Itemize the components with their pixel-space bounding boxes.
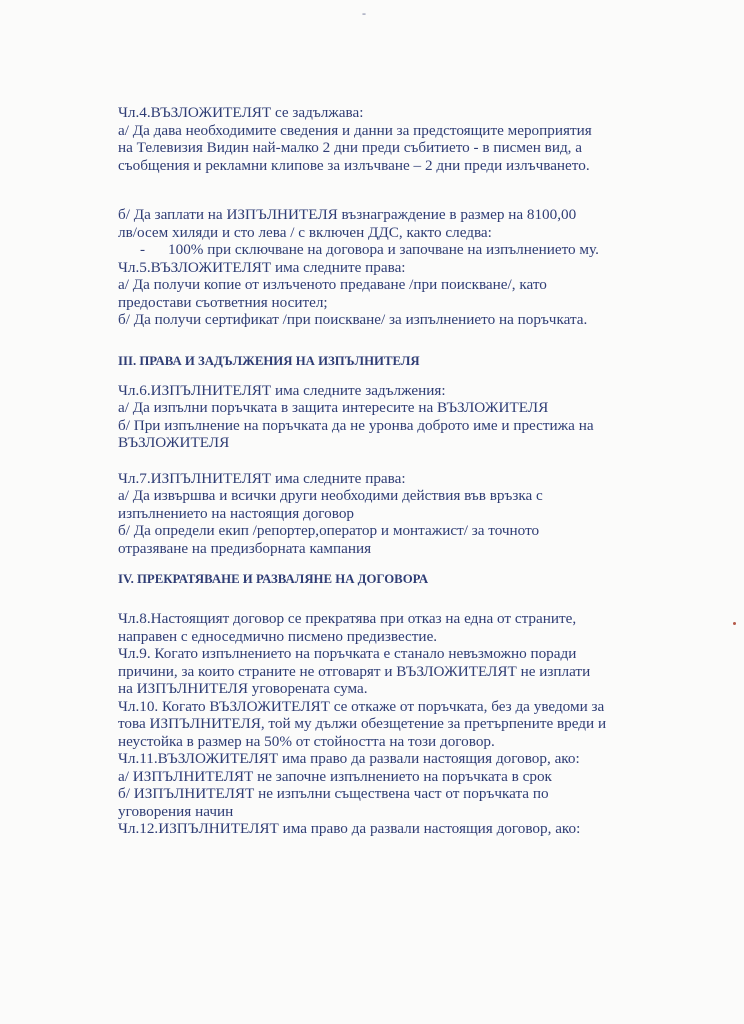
art5-line-2: предостави съответния носител;	[118, 293, 328, 311]
section-heading-3: III. ПРАВА И ЗАДЪЛЖЕНИЯ НА ИЗПЪЛНИТЕЛЯ	[118, 353, 420, 368]
art9-line-3: на ИЗПЪЛНИТЕЛЯ уговорената сума.	[118, 680, 368, 697]
art4-bullet	[118, 241, 718, 259]
art8-line-2: направен с едноседмично писмено предизвестие.	[118, 627, 438, 645]
bullet-text: 100% при сключване на договора и започване на изпълнението му.	[168, 241, 599, 258]
art5-line-3: б/ Да получи сертификат /при поискване/ за изпълнението на поръчката.	[118, 311, 588, 328]
art9-line-2: причини, за които страните не отговарят и ВЪЗЛОЖИТЕЛЯТ не изплати	[118, 662, 591, 680]
art10-line-1: Чл.10. Когато ВЪЗЛОЖИТЕЛЯТ се откаже от поръчката, без да уведоми за	[118, 697, 605, 715]
art4-b-line-1: б/ Да заплати на ИЗПЪЛНИТЕЛЯ възнаграждение в размер на 8100,00	[118, 206, 577, 223]
stain-dot	[733, 622, 736, 625]
section-heading-4: IV. ПРЕКРАТЯВАНЕ И РАЗВАЛЯНЕ НА ДОГОВОРА	[118, 572, 429, 586]
art11-a: а/ ИЗПЪЛНИТЕЛЯТ не започне изпълнението на поръчката в срок	[118, 767, 552, 785]
art7-line-4: отразяване на предизборната кампания	[118, 539, 372, 557]
art11-b-line-1: б/ ИЗПЪЛНИТЕЛЯТ не изпълни съществена част от поръчката по	[118, 785, 549, 802]
contract-body	[118, 104, 718, 838]
art10-line-3: неустойка в размер на 50% от стойността на този договор.	[118, 732, 495, 750]
art4-a-line-2: на Телевизия Видин най-малко 2 дни преди събитието - в писмен вид, а	[118, 139, 583, 156]
art8-line-1: Чл.8.Настоящият договор се прекратява при отказ на една от страните,	[118, 610, 577, 627]
art4-b-line-2: лв/осем хиляди и сто лева / с включен ДДС, както следва:	[118, 223, 492, 241]
art4-title: Чл.4.ВЪЗЛОЖИТЕЛЯТ се задължава:	[118, 104, 364, 121]
art7-line-2: изпълнението на настоящия договор	[118, 504, 355, 522]
art4-a-line-3: съобщения и рекламни клипове за излъчване – 2 дни преди излъчването.	[118, 156, 590, 174]
art6-line-2: б/ При изпълнение на поръчката да не уронва доброто име и престижа на	[118, 416, 594, 434]
art4-a-line-1: а/ Да дава необходимите сведения и данни за предстоящите мероприятия	[118, 121, 592, 139]
art6-line-3: ВЪЗЛОЖИТЕЛЯ	[118, 434, 230, 451]
art7-line-3: б/ Да определи екип /репортер,оператор и монтажист/ за точното	[118, 522, 540, 539]
art6-line-1: а/ Да изпълни поръчката в защита интересите на ВЪЗЛОЖИТЕЛЯ	[118, 399, 549, 416]
art12-title: Чл.12.ИЗПЪЛНИТЕЛЯТ има право да развали настоящия договор, ако:	[118, 820, 581, 837]
art9-line-1: Чл.9. Когато изпълнението на поръчката е станало невъзможно поради	[118, 645, 577, 662]
art11-title: Чл.11.ВЪЗЛОЖИТЕЛЯТ има право да развали настоящия договор, ако:	[118, 750, 580, 767]
bullet-dash: -	[140, 241, 146, 258]
art6-title: Чл.6.ИЗПЪЛНИТЕЛЯТ има следните задължения:	[118, 381, 446, 399]
art5-title: Чл.5.ВЪЗЛОЖИТЕЛЯТ има следните права:	[118, 258, 406, 276]
art7-title: Чл.7.ИЗПЪЛНИТЕЛЯТ има следните права:	[118, 469, 406, 487]
art5-line-1: а/ Да получи копие от излъченото предаване /при поискване/, като	[118, 276, 547, 293]
scan-mark: -	[362, 6, 366, 20]
art11-b-line-2: уговорения начин	[118, 802, 234, 820]
art10-line-2: това ИЗПЪЛНИТЕЛЯ, той му дължи обезщетение за претърпените вреди и	[118, 715, 607, 732]
art7-line-1: а/ Да извършва и всички други необходими действия във връзка с	[118, 487, 543, 504]
